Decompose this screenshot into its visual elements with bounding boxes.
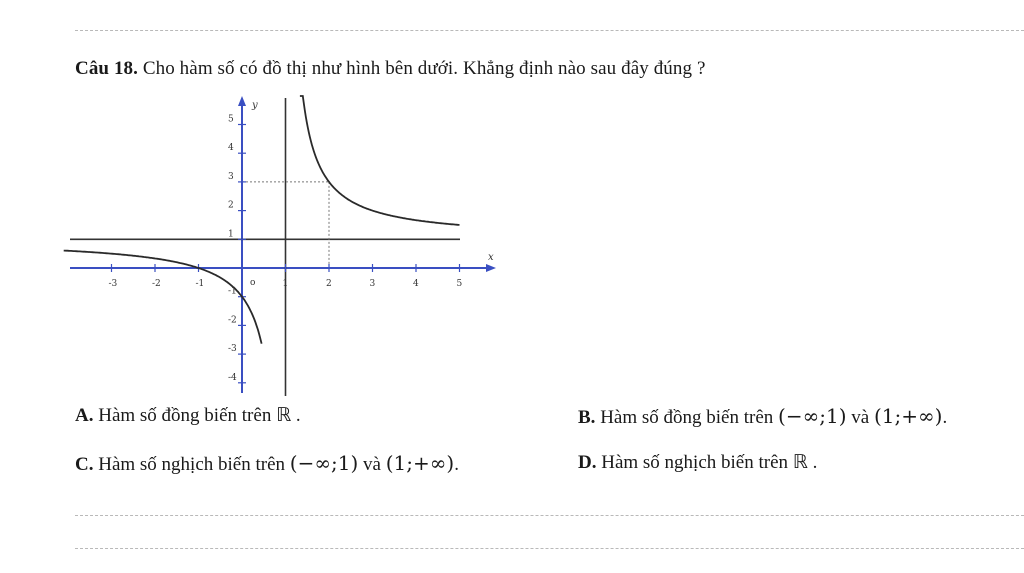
option-b-interval-1: (−∞;1) — [778, 404, 847, 428]
option-a-math: ℝ — [276, 404, 292, 426]
bottom-divider-2 — [75, 548, 1024, 549]
y-tick-label: -3 — [228, 344, 237, 355]
option-d-letter: D. — [578, 452, 597, 473]
option-d-math: ℝ — [792, 451, 808, 473]
y-tick-label: 5 — [228, 114, 234, 125]
x-axis-arrow — [486, 264, 496, 272]
left-branch-curve — [64, 251, 262, 344]
option-c-interval-1: (−∞;1) — [289, 451, 359, 475]
y-tick-label: 3 — [228, 171, 234, 182]
option-a-tail: . — [291, 405, 301, 426]
x-tick-label: -3 — [108, 279, 118, 289]
y-tick-label: -4 — [228, 372, 237, 383]
y-axis-label: y — [252, 100, 258, 111]
option-c-conj: và — [363, 454, 381, 475]
y-tick-label: 2 — [228, 200, 234, 211]
option-c[interactable] — [75, 451, 459, 476]
x-tick-label: 5 — [456, 279, 463, 289]
question-text: Cho hàm số có đồ thị như hình bên dưới. Khẳng định nào sau đây đúng ? — [142, 58, 706, 79]
function-graph — [60, 88, 500, 398]
bottom-divider-1 — [75, 515, 1024, 516]
top-divider — [75, 30, 1024, 31]
origin-label: o — [250, 278, 256, 288]
option-b-tail: . — [942, 407, 948, 428]
option-c-text: Hàm số nghịch biến trên — [98, 454, 286, 475]
question-line — [75, 58, 705, 80]
option-c-tail: . — [454, 454, 459, 475]
y-axis-arrow — [238, 96, 246, 106]
x-tick-label: 4 — [413, 279, 419, 289]
option-a-text: Hàm số đồng biến trên — [98, 405, 272, 426]
question-number: Câu 18. — [75, 58, 138, 79]
x-tick-label: 2 — [326, 279, 332, 289]
y-tick-label: 4 — [228, 143, 234, 154]
option-d-tail: . — [807, 452, 818, 473]
option-b[interactable] — [578, 404, 947, 429]
option-b-interval-2: (1;+∞) — [873, 404, 943, 428]
option-a-letter: A. — [75, 405, 94, 426]
right-branch-curve — [300, 96, 460, 225]
x-tick-label: -1 — [195, 279, 205, 289]
y-tick-label: 1 — [228, 229, 234, 240]
x-axis-label: x — [488, 252, 494, 263]
x-tick-label: 1 — [282, 279, 289, 289]
x-tick-label: 3 — [369, 279, 376, 289]
option-d[interactable] — [578, 451, 817, 474]
y-tick-label: -1 — [228, 286, 237, 297]
option-b-conj: và — [851, 407, 870, 428]
x-tick-label: -2 — [152, 279, 161, 289]
option-c-letter: C. — [75, 454, 94, 475]
option-b-text: Hàm số đồng biến trên — [600, 407, 774, 428]
option-b-letter: B. — [578, 407, 596, 428]
option-a[interactable] — [75, 404, 301, 427]
y-tick-label: -2 — [228, 315, 237, 326]
option-d-text: Hàm số nghịch biến trên — [601, 452, 789, 473]
option-c-interval-2: (1;+∞) — [385, 451, 455, 475]
